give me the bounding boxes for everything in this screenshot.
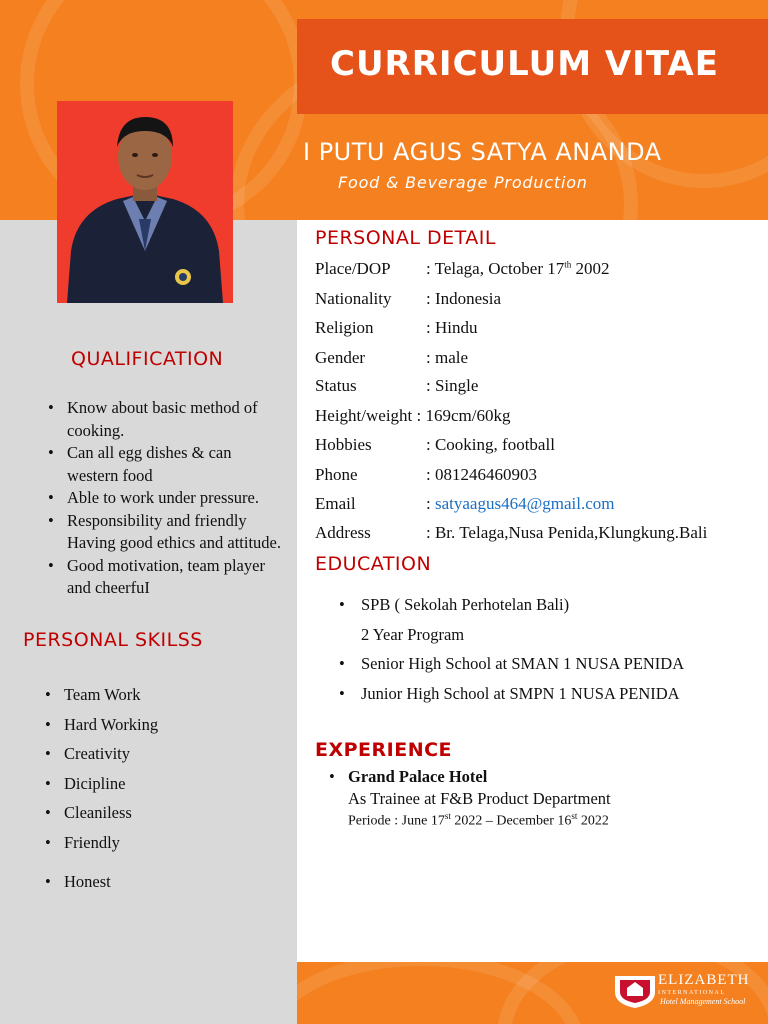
list-item: • Good motivation, team player and cheerfuI: [45, 555, 285, 600]
personal-detail-title: PERSONAL DETAIL: [315, 227, 496, 249]
detail-label: Phone: [315, 464, 358, 484]
detail-label: Email: [315, 494, 356, 513]
person-portrait-icon: [57, 101, 233, 303]
candidate-subtitle: Food & Beverage Production: [338, 173, 588, 192]
detail-row-religion: [315, 318, 478, 338]
list-item: • Dicipline: [42, 769, 282, 799]
logo-line3: Hotel Management School: [660, 997, 746, 1006]
page-title: CURRICULUM VITAE: [330, 44, 719, 84]
detail-label: Religion: [315, 318, 374, 337]
detail-label: Height/weight: [315, 406, 413, 425]
skills-list: [42, 680, 282, 897]
profile-photo: [57, 101, 233, 303]
qualification-list: [45, 397, 285, 600]
detail-value: : male: [426, 347, 469, 367]
education-title: EDUCATION: [315, 553, 432, 575]
experience-title: EXPERIENCE: [315, 739, 453, 761]
detail-value: : Indonesia: [426, 288, 502, 308]
list-item: • Junior High School at SMPN 1 NUSA PENIDA: [336, 679, 756, 709]
detail-row-height-weight: [315, 406, 510, 426]
experience-position: As Trainee at F&B Product Department: [348, 789, 611, 808]
email-link[interactable]: satyaagus464@gmail.com: [434, 494, 615, 513]
detail-row-gender: [315, 347, 469, 368]
detail-value: : Br. Telaga,Nusa Penida,Klungkung.Bali: [426, 523, 708, 542]
detail-row-address: [315, 523, 708, 543]
detail-row-status: [315, 376, 479, 396]
qualification-title: QUALIFICATION: [71, 348, 224, 370]
list-item: • Team Work: [42, 680, 282, 710]
skills-title: PERSONAL SKILSS: [23, 629, 203, 651]
experience-list: [326, 767, 746, 830]
list-item: • Honest: [42, 867, 282, 897]
detail-value: : Cooking, football: [426, 435, 555, 454]
candidate-name: I PUTU AGUS SATYA ANANDA: [303, 138, 662, 166]
detail-value: : Hindu: [426, 318, 478, 337]
list-item: • Senior High School at SMAN 1 NUSA PENIDA: [336, 649, 756, 679]
detail-value: : 169cm/60kg: [412, 406, 511, 425]
detail-label: Address: [315, 523, 371, 542]
list-item: • Creativity: [42, 739, 282, 769]
logo-name: ELIZABETH: [658, 972, 750, 988]
experience-job: • Grand Palace Hotel: [348, 767, 488, 786]
detail-value: : 081246460903: [426, 464, 537, 484]
list-item: • Cleaniless: [42, 798, 282, 828]
detail-label: Place/DOP: [315, 259, 391, 278]
list-item: • SPB ( Sekolah Perhotelan Bali) 2 Year Program: [336, 590, 756, 649]
detail-row-phone: [315, 464, 537, 485]
list-item: • Friendly: [42, 828, 282, 858]
experience-period: Periode : June 17st 2022 – December 16st 2022: [348, 811, 609, 829]
education-list: [336, 590, 756, 708]
detail-label: Gender: [315, 347, 366, 367]
list-item: • Responsibility and friendly Having good ethics and attitude.: [45, 510, 285, 555]
list-item: [326, 767, 746, 830]
detail-row-nationality: [315, 288, 502, 309]
list-item: • Able to work under pressure.: [45, 487, 285, 510]
detail-label: Nationality: [315, 288, 392, 308]
detail-value: : satyaagus464@gmail.com: [426, 494, 615, 513]
detail-row-place: [315, 259, 610, 279]
detail-row-email: [315, 494, 615, 514]
list-item: • Can all egg dishes & can western food: [45, 442, 285, 487]
list-item: • Hard Working: [42, 710, 282, 740]
detail-value: : Single: [426, 376, 479, 395]
left-panel: [0, 220, 297, 1024]
detail-label: Status: [315, 376, 357, 395]
list-item: • Know about basic method of cooking.: [45, 397, 285, 442]
detail-value: : Telaga, October 17th 2002: [426, 259, 610, 278]
logo-line2: INTERNATIONAL: [658, 990, 726, 996]
detail-row-hobbies: [315, 435, 555, 455]
detail-label: Hobbies: [315, 435, 372, 454]
